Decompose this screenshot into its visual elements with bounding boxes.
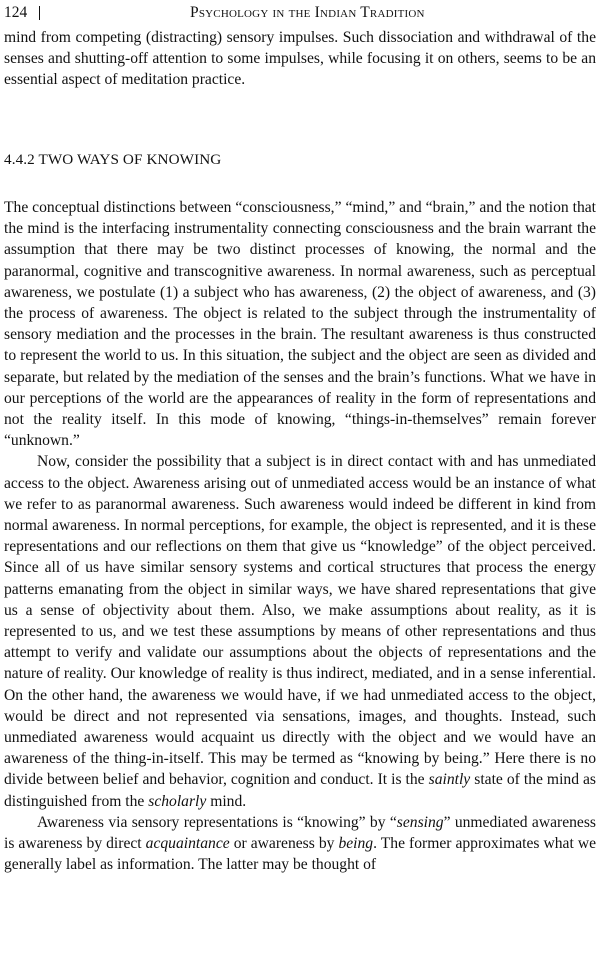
emphasis-sensing: sensing xyxy=(396,813,444,831)
paragraph-3-text-b: ” unmediated awareness is awareness by direct xyxy=(4,813,596,853)
paragraph-3-text-d: . The former approximates what we generally label as information. The latter may be thought of xyxy=(4,835,597,874)
paragraph-3-text-c: or awareness by xyxy=(233,835,335,853)
page-number: 124 xyxy=(4,4,28,21)
paragraph-3 xyxy=(4,812,596,876)
paragraph-3-text-a: Awareness via sensory representations is “knowing” by “ xyxy=(37,813,397,831)
running-head xyxy=(4,3,596,23)
emphasis-acquaintance: acquaintance xyxy=(145,835,230,853)
emphasis-being: being xyxy=(338,835,374,853)
emphasis-saintly: saintly xyxy=(428,771,471,789)
section-heading: 4.4.2 TWO WAYS OF KNOWING xyxy=(4,151,222,168)
paragraph-1: The conceptual distinctions between “consciousness,” “mind,” and “brain,” and the notion that the mind is the interfacing instrumentality connecting consciousness and the brain warrant the assumption that there may be two distinct processes of knowing, the normal and the paranormal, cognitive and transcognitive awareness. In normal awareness, such as perceptual awareness, we postulate (1) a subject who has awareness, (2) the object of awareness, and (3) the process of awareness. The object is related to the subject through the instrumentality of sensory mediation and the processes in the brain. The resultant awareness is thus constructed to represent the world to us. In this situation, the subject and the object are seen as divided and separate, but related by the mediation of the senses and the brain’s functions. What we have in our perceptions of the world are the appearances of reality in the form of representations and not the reality itself. In this mode of knowing, “things-in-themselves” remain forever “unknown.” xyxy=(4,199,596,450)
paragraph-text: mind from competing (distracting) sensory impulses. Such dissociation and withdrawal of the senses and shutting-off attention to some impulses, while focusing it on others, seems to be an essential aspect of meditation practice. xyxy=(4,29,596,89)
section-body xyxy=(4,197,596,876)
paragraph-2-text-b: state of the mind as distinguished from the xyxy=(4,771,596,810)
paragraph-2-text-c: mind. xyxy=(210,792,247,810)
running-title: Psychology in the Indian Tradition xyxy=(190,4,425,21)
paragraph-2-text-a: Now, consider the possibility that a subject is in direct contact with and has unmediated access to the object. Awareness arising out of unmediated access would be an instance of what we refer to as paranormal awareness. Such awareness would indeed be different in kind from normal awareness. In normal perceptions, for example, the object is represented, and it is these representations and our reflections on them that give us “knowledge” of the object perceived. Since all of us have similar sensory systems and cortical structures that process the energy patterns emanating from the object in similar ways, we have shared representations that give us a sense of objectivity about them. Also, we make assumptions about reality, as it is represented to us, and we test these assumptions by means of other representations and thus attempt to verify and validate our assumptions about the objects of representations and the nature of reality. Our knowledge of reality is thus indirect, mediated, and in a sense inferential. On the other hand, the awareness we would have, if we had unmediated access to the object, would be direct and not represented via sensations, images, and thoughts. Instead, such unmediated awareness would acquaint us directly with the object and we would have an awareness of the thing-in-itself. This may be termed as “knowing by being.” Here there is no divide between belief and behavior, cognition and conduct. It is the xyxy=(4,453,596,789)
paragraph-2 xyxy=(4,451,596,811)
header-separator xyxy=(39,6,40,20)
book-page xyxy=(4,0,596,970)
emphasis-scholarly: scholarly xyxy=(148,792,207,810)
continued-paragraph xyxy=(4,27,596,91)
